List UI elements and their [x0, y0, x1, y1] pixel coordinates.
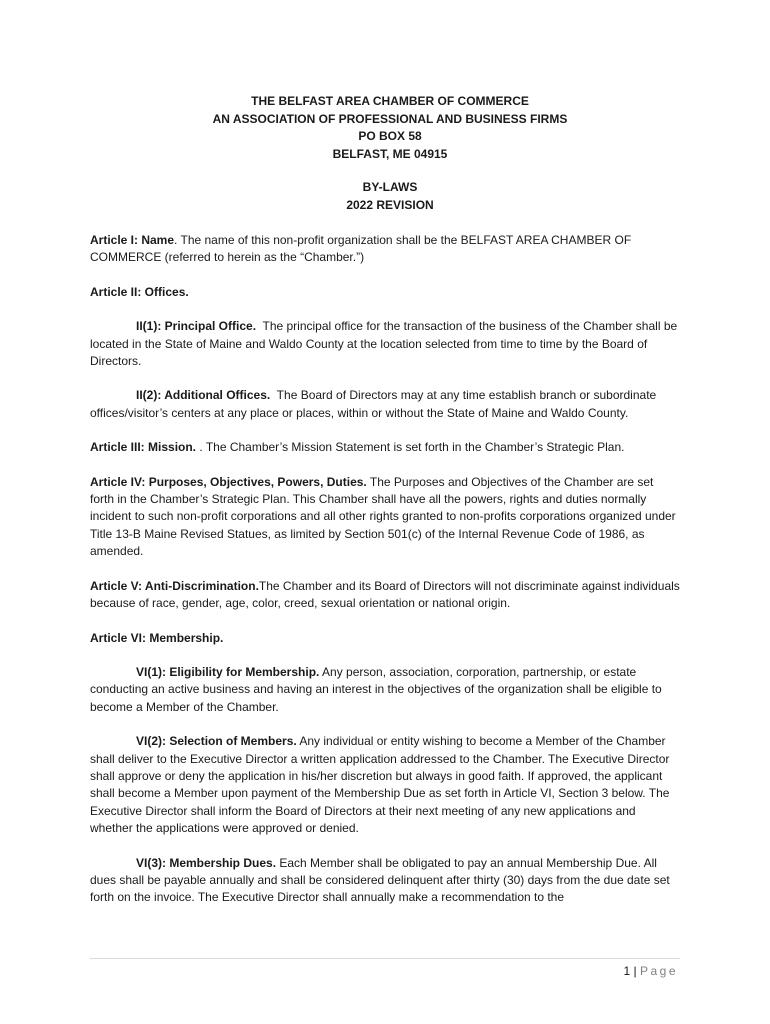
- org-description: AN ASSOCIATION OF PROFESSIONAL AND BUSINESS FIRMS: [212, 111, 568, 126]
- section-text: Each Member shall be obligated to pay an annual Membership Due. All dues shall be payable annually and shall be considered delinquent after thirty (30) days from the due date set forth on the invoice. The Executive Director shall annually make a recommendation to the: [90, 855, 670, 905]
- page-label: Page: [639, 964, 678, 978]
- article-2: [90, 284, 680, 301]
- article-heading: Article IV: Purposes, Objectives, Powers, Duties.: [90, 474, 367, 489]
- article-1: [90, 232, 680, 267]
- section-2-2: [90, 387, 680, 422]
- article-5: [90, 578, 680, 613]
- page-separator: |: [630, 964, 640, 978]
- section-2-1: [90, 318, 680, 370]
- article-text: The Purposes and Objectives of the Chamber are set forth in the Chamber’s Strategic Plan. This Chamber shall have all the powers, rights and duties normally incident to such non-profit corporations and all other rights granted to non-profits corporations organized under Title 13-B Maine Revised Statues, as limited by Section 501(c) of the Internal Revenue Code of 1986, as amended.: [90, 474, 676, 559]
- article-heading: Article III: Mission.: [90, 440, 197, 455]
- article-text: . The Chamber’s Mission Statement is set forth in the Chamber’s Strategic Plan.: [196, 440, 625, 455]
- page-number: 1: [623, 964, 631, 978]
- city-state-zip: BELFAST, ME 04915: [332, 146, 448, 161]
- article-4: [90, 474, 680, 561]
- footer-divider: [90, 958, 680, 959]
- document-title: [90, 179, 690, 214]
- article-6: [90, 630, 680, 647]
- section-text: The principal office for the transaction of the business of the Chamber shall be located in the State of Maine and Waldo County at the location selected from time to time by the Board of Directors.: [90, 319, 681, 369]
- title-line-2: 2022 REVISION: [346, 197, 434, 212]
- article-text: . The name of this non-profit organization shall be the BELFAST AREA CHAMBER OF COMMERCE (referred to herein as the “Chamber.”): [90, 233, 632, 265]
- article-heading: Article V: Anti-Discrimination.: [90, 578, 259, 593]
- article-heading: Article I: Name: [90, 233, 175, 247]
- section-6-2: [90, 733, 680, 837]
- section-heading: VI(3): Membership Dues.: [136, 855, 277, 870]
- article-3: [90, 439, 680, 456]
- section-heading: VI(1): Eligibility for Membership.: [136, 664, 320, 679]
- org-name: THE BELFAST AREA CHAMBER OF COMMERCE: [251, 94, 529, 108]
- article-text: The Chamber and its Board of Directors will not discriminate against individuals because of race, gender, age, color, creed, sexual orientation or national origin.: [90, 578, 680, 611]
- section-text: The Board of Directors may at any time establish branch or subordinate offices/visitor’s centers at any place or places, within or without the State of Maine and Waldo County.: [90, 388, 660, 420]
- section-heading: II(1): Principal Office.: [136, 319, 257, 334]
- article-heading: Article II: Offices.: [90, 284, 189, 299]
- section-heading: II(2): Additional Offices.: [136, 388, 271, 403]
- page-footer: [623, 963, 678, 980]
- section-heading: VI(2): Selection of Members.: [136, 734, 297, 749]
- title-line-1: BY-LAWS: [362, 180, 418, 194]
- article-heading: Article VI: Membership.: [90, 630, 224, 645]
- section-text: Any person, association, corporation, partnership, or estate conducting an active business and having an interest in the objectives of the organization shall be eligible to become a Member of the Chamber.: [90, 664, 662, 714]
- section-6-3: [90, 855, 680, 907]
- section-text: Any individual or entity wishing to become a Member of the Chamber shall deliver to the Executive Director a written application addressed to the Chamber. The Executive Director shall approve or deny the application in his/her discretion but always in good faith. If approved, the applicant shall become a Member upon payment of the Membership Due as set forth in Article VI, Section 3 below. The Executive Director shall inform the Board of Directors at their next meeting of any new applications and whether the applications were approved or denied.: [90, 734, 670, 836]
- letterhead: [90, 93, 690, 163]
- po-box: PO BOX 58: [358, 129, 422, 143]
- document-body: [90, 232, 680, 924]
- section-6-1: [90, 664, 680, 716]
